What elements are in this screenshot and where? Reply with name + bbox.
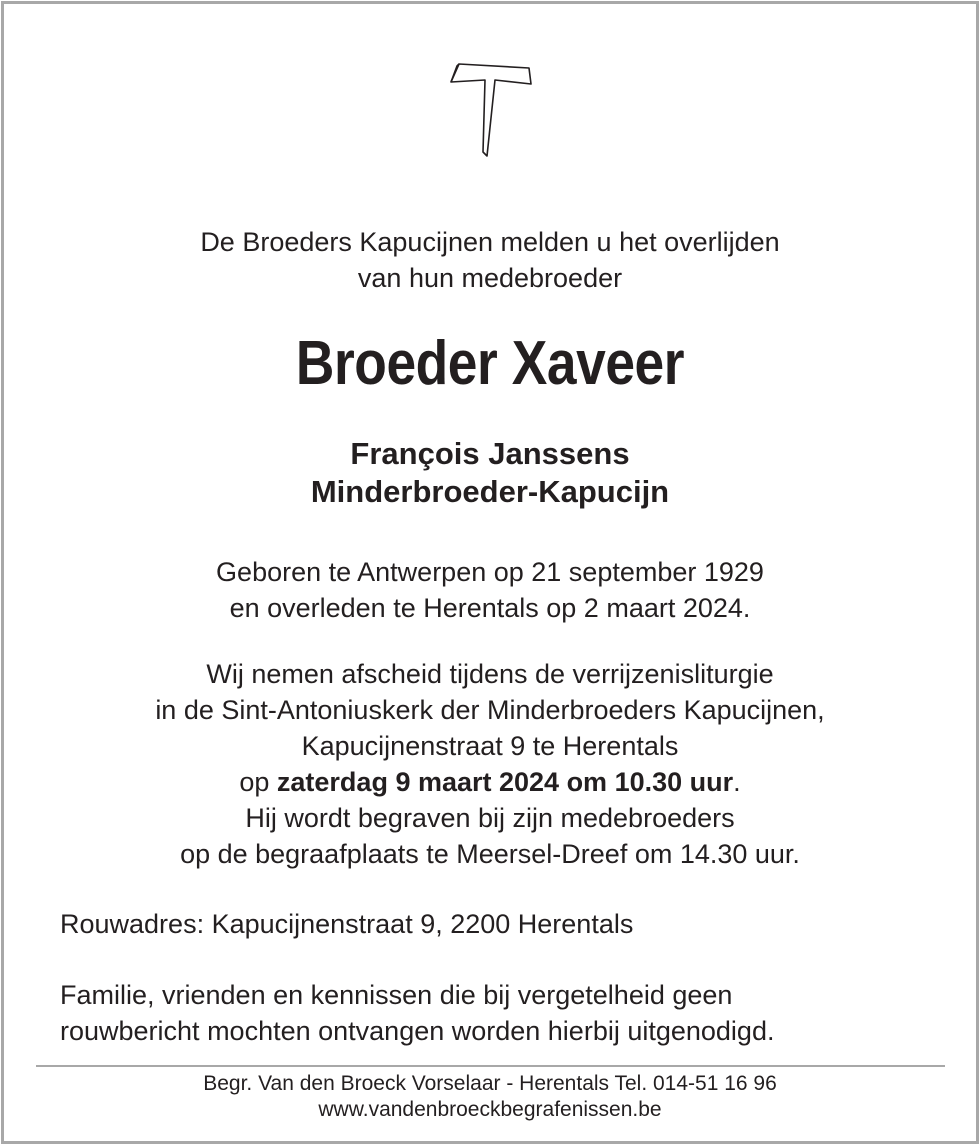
ceremony-date: zaterdag 9 maart 2024 om 10.30 uur: [276, 767, 734, 797]
birth-line: Geboren te Antwerpen op 21 september 1929: [216, 557, 764, 587]
family-note-line-2: rouwbericht mochten ontvangen worden hierbij uitgenodigd.: [60, 1016, 775, 1046]
intro-line-2: van hun medebroeder: [357, 263, 623, 293]
mourning-address: Rouwadres: Kapucijnenstraat 9, 2200 Herentals: [60, 909, 634, 939]
date-prefix: op: [239, 767, 277, 797]
burial-line-2: op de begraafplaats te Meersel-Dreef om 14.30 uur.: [180, 839, 800, 869]
civil-name: François Janssens: [350, 436, 630, 471]
funeral-home-contact: Begr. Van den Broeck Vorselaar - Herentals Tel. 014-51 16 96: [203, 1072, 777, 1095]
burial-line-1: Hij wordt begraven bij zijn medebroeders: [245, 803, 735, 833]
date-suffix: .: [733, 767, 741, 797]
ceremony-line-3: Kapucijnenstraat 9 te Herentals: [301, 731, 679, 761]
intro-line-1: De Broeders Kapucijnen melden u het overlijden: [200, 227, 780, 257]
religious-name-heading: Broeder Xaveer: [295, 329, 685, 398]
ceremony-text: [0, 656, 980, 872]
birth-death-text: [0, 554, 980, 626]
civil-name-block: [0, 435, 980, 511]
ceremony-line-1: Wij nemen afscheid tijdens de verrijzenisliturgie: [206, 659, 774, 689]
funeral-home-website: www.vandenbroeckbegrafenissen.be: [318, 1098, 662, 1121]
ceremony-line-2: in de Sint-Antoniuskerk der Minderbroeders Kapucijnen,: [155, 695, 825, 725]
funeral-home-footer: [0, 1071, 980, 1123]
family-note: [60, 977, 940, 1049]
footer-divider: [36, 1065, 945, 1067]
family-note-line-1: Familie, vrienden en kennissen die bij vergetelheid geen: [60, 980, 733, 1010]
intro-text: [0, 224, 980, 296]
order-name: Minderbroeder-Kapucijn: [310, 474, 670, 509]
tau-cross-icon: [449, 60, 533, 160]
ceremony-date-line: [0, 764, 980, 800]
death-line: en overleden te Herentals op 2 maart 2024.: [229, 593, 751, 623]
